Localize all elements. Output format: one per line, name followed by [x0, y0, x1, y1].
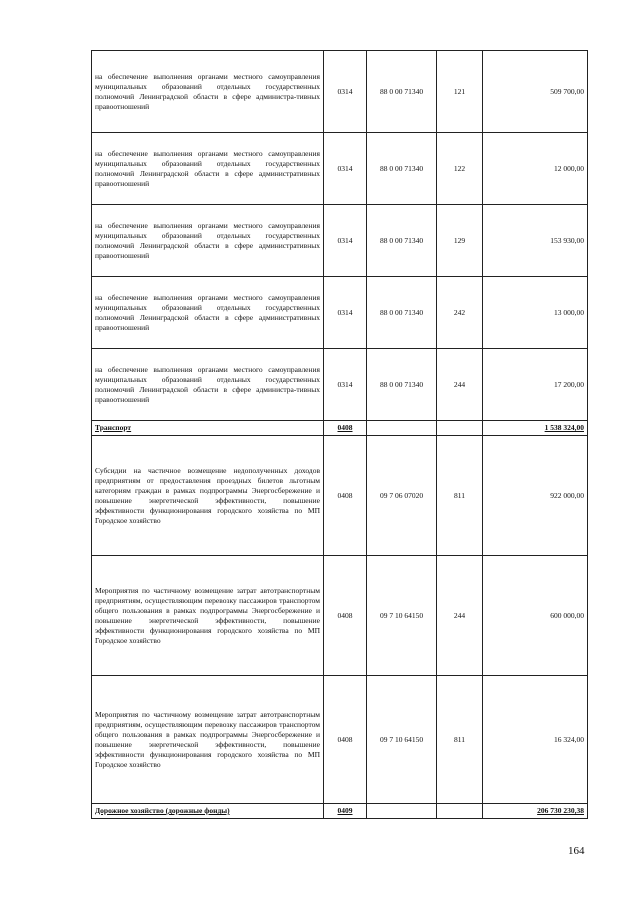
row-expense-type: 121: [437, 51, 483, 133]
row-target-code: 88 0 00 71340: [367, 205, 437, 277]
table-row: [92, 51, 588, 133]
row-target-code: [367, 804, 437, 819]
row-expense-type: 129: [437, 205, 483, 277]
row-amount: 153 930,00: [483, 205, 588, 277]
row-amount: 13 000,00: [483, 277, 588, 349]
budget-table: [91, 50, 588, 819]
section-title: Дорожное хозяйство (дорожные фонды): [92, 804, 324, 819]
row-target-code: 09 7 10 64150: [367, 676, 437, 804]
table-row: [92, 133, 588, 205]
row-target-code: 09 7 10 64150: [367, 556, 437, 676]
row-amount: 600 000,00: [483, 556, 588, 676]
row-name: Субсидии на частичное возмещение недополученных доходов предприятиям от предоставления проездных билетов льготным категориям граждан в рамках подпрограммы Энергосбережение и повышение энергетической эффективности, повышение эффективности функционирования городского хозяйства по МП Городское хозяйство: [92, 436, 324, 556]
row-amount: 922 000,00: [483, 436, 588, 556]
row-section-code: 0408: [324, 676, 367, 804]
row-target-code: [367, 421, 437, 436]
row-section-code: 0408: [324, 556, 367, 676]
row-name: Мероприятия по частичному возмещение затрат автотранспортным предприятиям, осуществляющим перевозку пассажиров транспортом общего пользования в рамках подпрограммы Энергосбережение и повышение энергетической эффективности, повышение эффективности функционирования городского хозяйства по МП Городское хозяйство: [92, 676, 324, 804]
row-name: на обеспечение выполнения органами местного самоуправления муниципальных образований отдельных государственных полномочий Ленинградской области в сфере административных правоотношений: [92, 205, 324, 277]
row-section-code: 0408: [324, 436, 367, 556]
row-section-code: 0314: [324, 349, 367, 421]
section-row: [92, 804, 588, 819]
row-expense-type: 811: [437, 676, 483, 804]
row-section-code: 0314: [324, 51, 367, 133]
row-expense-type: 122: [437, 133, 483, 205]
row-amount: 509 700,00: [483, 51, 588, 133]
row-name: на обеспечение выполнения органами местного самоуправления муниципальных образований отдельных государственных полномочий Ленинградской области в сфере административных правоотношений: [92, 133, 324, 205]
table-row: [92, 676, 588, 804]
table-row: [92, 205, 588, 277]
section-total: 206 730 230,38: [483, 804, 588, 819]
table-row: [92, 556, 588, 676]
row-section-code: 0314: [324, 133, 367, 205]
row-target-code: 88 0 00 71340: [367, 51, 437, 133]
row-section-code: 0314: [324, 277, 367, 349]
row-expense-type: 244: [437, 556, 483, 676]
row-name: Мероприятия по частичному возмещение затрат автотранспортным предприятиям, осуществляющим перевозку пассажиров транспортом общего пользования в рамках подпрограммы Энергосбережение и повышение энергетической эффективности, повышение эффективности функционирования городского хозяйства по МП Городское хозяйство: [92, 556, 324, 676]
table-row: [92, 277, 588, 349]
row-target-code: 88 0 00 71340: [367, 133, 437, 205]
row-expense-type: 811: [437, 436, 483, 556]
row-section-code: 0314: [324, 205, 367, 277]
section-title: Транспорт: [92, 421, 324, 436]
row-expense-type: [437, 421, 483, 436]
row-target-code: 88 0 00 71340: [367, 277, 437, 349]
section-code: 0409: [324, 804, 367, 819]
row-expense-type: [437, 804, 483, 819]
row-amount: 12 000,00: [483, 133, 588, 205]
section-total: 1 538 324,00: [483, 421, 588, 436]
row-expense-type: 244: [437, 349, 483, 421]
section-row: [92, 421, 588, 436]
table-row: [92, 349, 588, 421]
page-number: 164: [568, 845, 585, 857]
row-target-code: 88 0 00 71340: [367, 349, 437, 421]
row-target-code: 09 7 06 07020: [367, 436, 437, 556]
section-code: 0408: [324, 421, 367, 436]
row-amount: 16 324,00: [483, 676, 588, 804]
row-name: на обеспечение выполнения органами местного самоуправления муниципальных образований отдельных государственных полномочий Ленинградской области в сфере администра-тивных правоотношений: [92, 51, 324, 133]
row-amount: 17 200,00: [483, 349, 588, 421]
row-name: на обеспечение выполнения органами местного самоуправления муниципальных образований отдельных государственных полномочий Ленинградской области в сфере административных правоотношений: [92, 277, 324, 349]
table-row: [92, 436, 588, 556]
row-expense-type: 242: [437, 277, 483, 349]
row-name: на обеспечение выполнения органами местного самоуправления муниципальных образований отдельных государственных полномочий Ленинградской области в сфере администра-тивных правоотношений: [92, 349, 324, 421]
